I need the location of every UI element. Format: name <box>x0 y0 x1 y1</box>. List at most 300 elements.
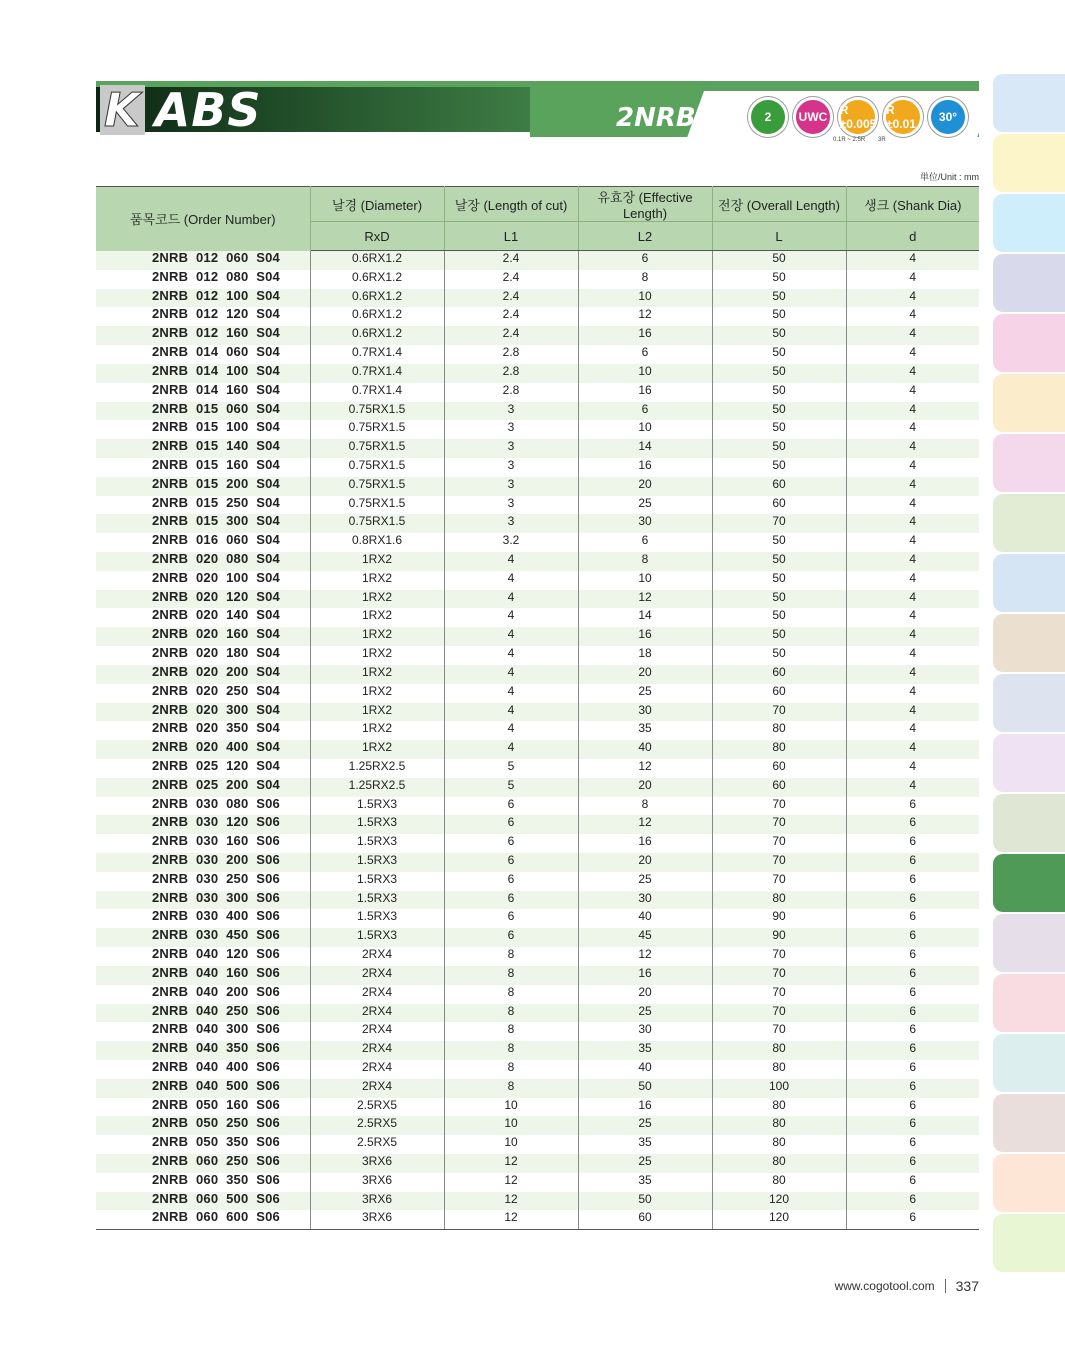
table-row <box>96 326 979 345</box>
cell-overall-length: 70 <box>712 797 846 816</box>
cell-order-number: 2NRB 040 160 S06 <box>96 966 310 985</box>
cell-diameter: 2RX4 <box>310 1079 444 1098</box>
table-row <box>96 402 979 421</box>
cell-overall-length: 90 <box>712 928 846 947</box>
cell-overall-length: 120 <box>712 1192 846 1211</box>
cell-length-of-cut: 4 <box>444 571 578 590</box>
cell-shank-dia: 4 <box>909 382 917 397</box>
cell-length-of-cut: 12 <box>444 1210 578 1229</box>
table-row <box>96 571 979 590</box>
cell-order-number: 2NRB 030 160 S06 <box>96 834 310 853</box>
cell-shank-dia: 6 <box>846 966 979 985</box>
cell-overall-length: 70 <box>712 947 846 966</box>
side-tab[interactable] <box>993 1154 1065 1212</box>
cell-effective-length: 8 <box>578 797 712 816</box>
cell-effective-length: 20 <box>578 985 712 1004</box>
cell-overall-length: 80 <box>712 721 846 740</box>
cell-order-number: 2NRB 012 100 S04 <box>96 289 310 308</box>
cell-order-number: 2NRB 025 200 S04 <box>96 778 310 797</box>
cell-effective-length: 16 <box>578 834 712 853</box>
cell-overall-length: 60 <box>712 778 846 797</box>
cell-shank-dia: 6 <box>909 909 917 924</box>
table-row <box>96 1192 979 1211</box>
side-tab[interactable] <box>993 134 1065 192</box>
brand-name: ABS <box>154 83 262 137</box>
cell-effective-length: 25 <box>578 1004 712 1023</box>
cell-shank-dia: 6 <box>909 947 917 962</box>
cell-length-of-cut: 4 <box>444 740 578 759</box>
cell-length-of-cut: 2.8 <box>444 364 578 383</box>
cell-order-number: 2NRB 060 250 S06 <box>96 1154 310 1173</box>
cell-overall-length: 50 <box>712 571 846 590</box>
table-row <box>96 684 979 703</box>
cell-length-of-cut: 6 <box>444 853 578 872</box>
cell-shank-dia: 6 <box>909 796 917 811</box>
cell-diameter: 1.5RX3 <box>310 834 444 853</box>
cell-order-number: 2NRB 020 100 S04 <box>96 571 310 590</box>
cell-effective-length: 50 <box>578 1079 712 1098</box>
table-row <box>96 307 979 326</box>
cell-shank-dia: 4 <box>909 570 917 585</box>
cell-order-number: 2NRB 025 120 S04 <box>96 759 310 778</box>
cell-effective-length: 30 <box>578 703 712 722</box>
cell-order-number: 2NRB 016 060 S04 <box>96 533 310 552</box>
table-row <box>96 665 979 684</box>
table-row <box>96 1135 979 1154</box>
cell-shank-dia: 6 <box>909 1135 917 1150</box>
cell-length-of-cut: 2.4 <box>444 289 578 308</box>
cell-overall-length: 70 <box>712 514 846 533</box>
cell-shank-dia: 4 <box>846 627 979 646</box>
cell-diameter: 3RX6 <box>310 1173 444 1192</box>
cell-length-of-cut: 8 <box>444 1041 578 1060</box>
cell-order-number: 2NRB 020 300 S04 <box>96 703 310 722</box>
cell-diameter: 1.25RX2.5 <box>310 778 444 797</box>
table-row <box>96 270 979 289</box>
cell-diameter: 1RX2 <box>310 684 444 703</box>
cell-overall-length: 50 <box>712 383 846 402</box>
side-tab[interactable] <box>993 974 1065 1032</box>
cell-length-of-cut: 3 <box>444 514 578 533</box>
cell-shank-dia: 6 <box>846 1192 979 1211</box>
cell-diameter: 1RX2 <box>310 721 444 740</box>
cell-diameter: 0.75RX1.5 <box>310 514 444 533</box>
cell-diameter: 1RX2 <box>310 740 444 759</box>
cell-overall-length: 60 <box>712 477 846 496</box>
cell-effective-length: 16 <box>578 383 712 402</box>
cell-length-of-cut: 3 <box>444 496 578 515</box>
cell-length-of-cut: 4 <box>444 646 578 665</box>
badge-caption: 0.1R ~ 2.5R <box>833 137 866 143</box>
cell-order-number: 2NRB 030 250 S06 <box>96 872 310 891</box>
cell-overall-length: 50 <box>712 608 846 627</box>
cell-effective-length: 40 <box>578 909 712 928</box>
cell-effective-length: 30 <box>578 891 712 910</box>
cell-order-number: 2NRB 015 200 S04 <box>96 477 310 496</box>
cell-shank-dia: 4 <box>846 439 979 458</box>
cell-length-of-cut: 4 <box>444 552 578 571</box>
cell-effective-length: 20 <box>578 853 712 872</box>
cell-length-of-cut: 10 <box>444 1116 578 1135</box>
cell-diameter: 1RX2 <box>310 552 444 571</box>
cell-effective-length: 6 <box>578 402 712 421</box>
cell-effective-length: 10 <box>578 571 712 590</box>
cell-diameter: 2RX4 <box>310 1041 444 1060</box>
cell-effective-length: 16 <box>578 458 712 477</box>
cell-diameter: 1.5RX3 <box>310 797 444 816</box>
side-tab[interactable] <box>993 314 1065 372</box>
cell-shank-dia: 4 <box>846 590 979 609</box>
table-row <box>96 590 979 609</box>
cell-effective-length: 14 <box>578 608 712 627</box>
cell-diameter: 2RX4 <box>310 947 444 966</box>
cell-length-of-cut: 4 <box>444 665 578 684</box>
cell-diameter: 0.75RX1.5 <box>310 439 444 458</box>
cell-overall-length: 70 <box>712 1004 846 1023</box>
cell-effective-length: 20 <box>578 665 712 684</box>
table-row <box>96 740 979 759</box>
table-row <box>96 608 979 627</box>
side-tab[interactable] <box>993 914 1065 972</box>
cell-overall-length: 70 <box>712 966 846 985</box>
page-number: 337 <box>955 1278 979 1294</box>
cell-order-number: 2NRB 020 350 S04 <box>96 721 310 740</box>
cell-shank-dia: 4 <box>909 646 917 661</box>
cell-length-of-cut: 3 <box>444 402 578 421</box>
cell-shank-dia: 6 <box>846 928 979 947</box>
cell-diameter: 1.5RX3 <box>310 853 444 872</box>
cell-overall-length: 70 <box>712 872 846 891</box>
header-overall-length: 전장 (Overall Length) <box>712 187 846 222</box>
cell-order-number: 2NRB 040 400 S06 <box>96 1060 310 1079</box>
cell-overall-length: 80 <box>712 1041 846 1060</box>
table-row <box>96 251 979 270</box>
cell-effective-length: 12 <box>578 307 712 326</box>
cell-order-number: 2NRB 012 160 S04 <box>96 326 310 345</box>
cell-length-of-cut: 4 <box>444 684 578 703</box>
cell-order-number: 2NRB 040 120 S06 <box>96 947 310 966</box>
footer-divider <box>945 1279 946 1293</box>
cell-length-of-cut: 6 <box>444 834 578 853</box>
cell-diameter: 1RX2 <box>310 608 444 627</box>
side-tab[interactable] <box>993 74 1065 132</box>
cell-order-number: 2NRB 015 100 S04 <box>96 420 310 439</box>
cell-shank-dia: 6 <box>846 1116 979 1135</box>
cell-effective-length: 10 <box>578 420 712 439</box>
cell-length-of-cut: 2.8 <box>444 345 578 364</box>
cell-shank-dia: 4 <box>846 778 979 797</box>
cell-diameter: 0.6RX1.2 <box>310 326 444 345</box>
table-row <box>96 627 979 646</box>
cell-length-of-cut: 8 <box>444 1079 578 1098</box>
cell-shank-dia: 4 <box>909 420 917 435</box>
cell-length-of-cut: 8 <box>444 1060 578 1079</box>
cell-diameter: 0.6RX1.2 <box>310 251 444 270</box>
table-row <box>96 759 979 778</box>
table-row <box>96 345 979 364</box>
cell-length-of-cut: 4 <box>444 721 578 740</box>
cell-diameter: 2.5RX5 <box>310 1098 444 1117</box>
cell-shank-dia: 6 <box>846 1079 979 1098</box>
cell-length-of-cut: 2.4 <box>444 270 578 289</box>
cell-length-of-cut: 2.4 <box>444 307 578 326</box>
spec-badge: 2 <box>748 97 788 137</box>
cell-overall-length: 50 <box>712 326 846 345</box>
cell-order-number: 2NRB 015 160 S04 <box>96 458 310 477</box>
cell-effective-length: 35 <box>578 1135 712 1154</box>
side-tab[interactable] <box>993 374 1065 432</box>
brand-k: K <box>100 85 145 135</box>
cell-effective-length: 10 <box>578 289 712 308</box>
table-body <box>96 251 979 1230</box>
table-row <box>96 853 979 872</box>
cell-order-number: 2NRB 012 060 S04 <box>96 251 310 270</box>
table-row <box>96 552 979 571</box>
subheader-d: d <box>846 222 979 251</box>
cell-diameter: 0.8RX1.6 <box>310 533 444 552</box>
cell-order-number: 2NRB 030 450 S06 <box>96 928 310 947</box>
cell-effective-length: 40 <box>578 740 712 759</box>
cell-order-number: 2NRB 030 400 S06 <box>96 909 310 928</box>
cell-overall-length: 60 <box>712 665 846 684</box>
cell-overall-length: 70 <box>712 853 846 872</box>
cell-diameter: 0.7RX1.4 <box>310 345 444 364</box>
cell-shank-dia: 6 <box>909 984 917 999</box>
cell-diameter: 1.5RX3 <box>310 891 444 910</box>
side-tab[interactable] <box>993 194 1065 252</box>
cell-order-number: 2NRB 020 160 S04 <box>96 627 310 646</box>
model-title: 2NRB <box>616 103 696 133</box>
cell-shank-dia: 4 <box>846 514 979 533</box>
cell-effective-length: 30 <box>578 514 712 533</box>
cell-order-number: 2NRB 050 160 S06 <box>96 1098 310 1117</box>
table-row <box>96 928 979 947</box>
cell-diameter: 0.75RX1.5 <box>310 402 444 421</box>
cell-order-number: 2NRB 012 120 S04 <box>96 307 310 326</box>
cell-length-of-cut: 4 <box>444 608 578 627</box>
cell-order-number: 2NRB 015 300 S04 <box>96 514 310 533</box>
side-tab[interactable] <box>993 434 1065 492</box>
cell-diameter: 3RX6 <box>310 1154 444 1173</box>
cell-overall-length: 80 <box>712 891 846 910</box>
cell-shank-dia: 4 <box>909 758 917 773</box>
cell-effective-length: 20 <box>578 778 712 797</box>
cell-length-of-cut: 3 <box>444 458 578 477</box>
cell-length-of-cut: 3.2 <box>444 533 578 552</box>
cell-order-number: 2NRB 040 200 S06 <box>96 985 310 1004</box>
table-row <box>96 439 979 458</box>
cell-overall-length: 80 <box>712 1135 846 1154</box>
table-row <box>96 1098 979 1117</box>
cell-length-of-cut: 2.4 <box>444 326 578 345</box>
cell-effective-length: 12 <box>578 815 712 834</box>
cell-shank-dia: 6 <box>909 1097 917 1112</box>
product-table <box>96 186 979 1230</box>
cell-overall-length: 50 <box>712 627 846 646</box>
cell-overall-length: 120 <box>712 1210 846 1229</box>
cell-diameter: 1RX2 <box>310 571 444 590</box>
table-row <box>96 778 979 797</box>
cell-effective-length: 16 <box>578 627 712 646</box>
cell-diameter: 1.25RX2.5 <box>310 759 444 778</box>
cell-shank-dia: 4 <box>846 364 979 383</box>
cell-length-of-cut: 5 <box>444 759 578 778</box>
side-tab[interactable] <box>993 674 1065 732</box>
cell-effective-length: 12 <box>578 759 712 778</box>
cell-order-number: 2NRB 040 500 S06 <box>96 1079 310 1098</box>
cell-shank-dia: 6 <box>846 1210 979 1229</box>
cell-diameter: 3RX6 <box>310 1192 444 1211</box>
cell-length-of-cut: 6 <box>444 815 578 834</box>
cell-effective-length: 10 <box>578 364 712 383</box>
cell-shank-dia: 4 <box>909 269 917 284</box>
brand-logo <box>100 85 261 135</box>
cell-diameter: 1RX2 <box>310 646 444 665</box>
cell-order-number: 2NRB 020 200 S04 <box>96 665 310 684</box>
cell-length-of-cut: 4 <box>444 590 578 609</box>
cell-diameter: 0.75RX1.5 <box>310 458 444 477</box>
cell-length-of-cut: 12 <box>444 1192 578 1211</box>
cell-shank-dia: 4 <box>909 608 917 623</box>
footer <box>835 1278 979 1294</box>
cell-overall-length: 80 <box>712 1116 846 1135</box>
cell-length-of-cut: 2.4 <box>444 251 578 270</box>
table-row <box>96 1210 979 1229</box>
cell-effective-length: 14 <box>578 439 712 458</box>
cell-overall-length: 80 <box>712 1098 846 1117</box>
cell-effective-length: 35 <box>578 1041 712 1060</box>
cell-length-of-cut: 6 <box>444 872 578 891</box>
cell-order-number: 2NRB 014 100 S04 <box>96 364 310 383</box>
cell-shank-dia: 6 <box>909 834 917 849</box>
cell-effective-length: 40 <box>578 1060 712 1079</box>
cell-shank-dia: 4 <box>909 721 917 736</box>
cell-shank-dia: 4 <box>909 307 917 322</box>
cell-order-number: 2NRB 060 350 S06 <box>96 1173 310 1192</box>
cell-shank-dia: 4 <box>846 703 979 722</box>
cell-shank-dia: 4 <box>909 457 917 472</box>
cell-overall-length: 70 <box>712 703 846 722</box>
cell-effective-length: 8 <box>578 552 712 571</box>
table-row <box>96 514 979 533</box>
cell-diameter: 2.5RX5 <box>310 1116 444 1135</box>
cell-overall-length: 50 <box>712 270 846 289</box>
table-row <box>96 966 979 985</box>
cell-length-of-cut: 8 <box>444 947 578 966</box>
cell-diameter: 0.6RX1.2 <box>310 289 444 308</box>
cell-effective-length: 30 <box>578 1022 712 1041</box>
cell-diameter: 2RX4 <box>310 1060 444 1079</box>
cell-effective-length: 35 <box>578 721 712 740</box>
cell-effective-length: 25 <box>578 1154 712 1173</box>
cell-length-of-cut: 4 <box>444 627 578 646</box>
table-row <box>96 533 979 552</box>
subheader-l1: L1 <box>444 222 578 251</box>
side-tab[interactable] <box>993 614 1065 672</box>
side-tab[interactable] <box>993 734 1065 792</box>
cell-diameter: 0.6RX1.2 <box>310 307 444 326</box>
cell-overall-length: 50 <box>712 439 846 458</box>
table-row <box>96 496 979 515</box>
cell-length-of-cut: 3 <box>444 439 578 458</box>
table-row <box>96 646 979 665</box>
cell-order-number: 2NRB 060 600 S06 <box>96 1210 310 1229</box>
cell-diameter: 0.7RX1.4 <box>310 364 444 383</box>
cell-shank-dia: 4 <box>846 402 979 421</box>
side-tab[interactable] <box>993 494 1065 552</box>
cell-length-of-cut: 8 <box>444 966 578 985</box>
side-tab[interactable] <box>993 794 1065 852</box>
cell-effective-length: 16 <box>578 1098 712 1117</box>
cell-order-number: 2NRB 015 060 S04 <box>96 402 310 421</box>
cell-diameter: 2RX4 <box>310 985 444 1004</box>
cell-overall-length: 50 <box>712 458 846 477</box>
cell-overall-length: 50 <box>712 307 846 326</box>
spec-badge: R ±0.005 <box>838 97 878 137</box>
footer-url[interactable]: www.cogotool.com <box>834 1279 935 1293</box>
cell-order-number: 2NRB 040 350 S06 <box>96 1041 310 1060</box>
header-shank-dia: 생크 (Shank Dia) <box>846 187 979 222</box>
cell-order-number: 2NRB 020 140 S04 <box>96 608 310 627</box>
cell-diameter: 0.7RX1.4 <box>310 383 444 402</box>
cell-shank-dia: 4 <box>846 552 979 571</box>
cell-shank-dia: 4 <box>909 345 917 360</box>
cell-length-of-cut: 2.8 <box>444 383 578 402</box>
cell-effective-length: 6 <box>578 533 712 552</box>
cell-shank-dia: 6 <box>909 1172 917 1187</box>
side-tab[interactable] <box>993 1094 1065 1152</box>
cell-effective-length: 50 <box>578 1192 712 1211</box>
cell-effective-length: 8 <box>578 270 712 289</box>
table-row <box>96 947 979 966</box>
table-row <box>96 721 979 740</box>
table-row <box>96 815 979 834</box>
cell-order-number: 2NRB 030 120 S06 <box>96 815 310 834</box>
header-length-of-cut: 날장 (Length of cut) <box>444 187 578 222</box>
cell-shank-dia: 4 <box>846 326 979 345</box>
side-tab[interactable] <box>993 554 1065 612</box>
side-tab[interactable] <box>993 1034 1065 1092</box>
table-row <box>96 1079 979 1098</box>
cell-effective-length: 12 <box>578 947 712 966</box>
cell-length-of-cut: 4 <box>444 703 578 722</box>
cell-diameter: 0.6RX1.2 <box>310 270 444 289</box>
cell-diameter: 0.75RX1.5 <box>310 477 444 496</box>
cell-diameter: 1RX2 <box>310 665 444 684</box>
cell-diameter: 2RX4 <box>310 966 444 985</box>
cell-diameter: 2RX4 <box>310 1004 444 1023</box>
cell-shank-dia: 6 <box>846 1004 979 1023</box>
side-tab[interactable] <box>993 854 1065 912</box>
header-diameter: 날경 (Diameter) <box>310 187 444 222</box>
table-row <box>96 834 979 853</box>
side-tab[interactable] <box>993 1214 1065 1272</box>
cell-overall-length: 70 <box>712 815 846 834</box>
cell-length-of-cut: 8 <box>444 1004 578 1023</box>
cell-effective-length: 6 <box>578 345 712 364</box>
cell-length-of-cut: 8 <box>444 1022 578 1041</box>
spec-badge: UWC <box>793 97 833 137</box>
header-effective-length: 유효장 (Effective Length) <box>578 187 712 222</box>
side-tab[interactable] <box>993 254 1065 312</box>
cell-shank-dia: 6 <box>909 1022 917 1037</box>
table-row <box>96 909 979 928</box>
cell-effective-length: 6 <box>578 251 712 270</box>
cell-overall-length: 50 <box>712 251 846 270</box>
cell-order-number: 2NRB 015 140 S04 <box>96 439 310 458</box>
cell-overall-length: 70 <box>712 985 846 1004</box>
cell-diameter: 3RX6 <box>310 1210 444 1229</box>
